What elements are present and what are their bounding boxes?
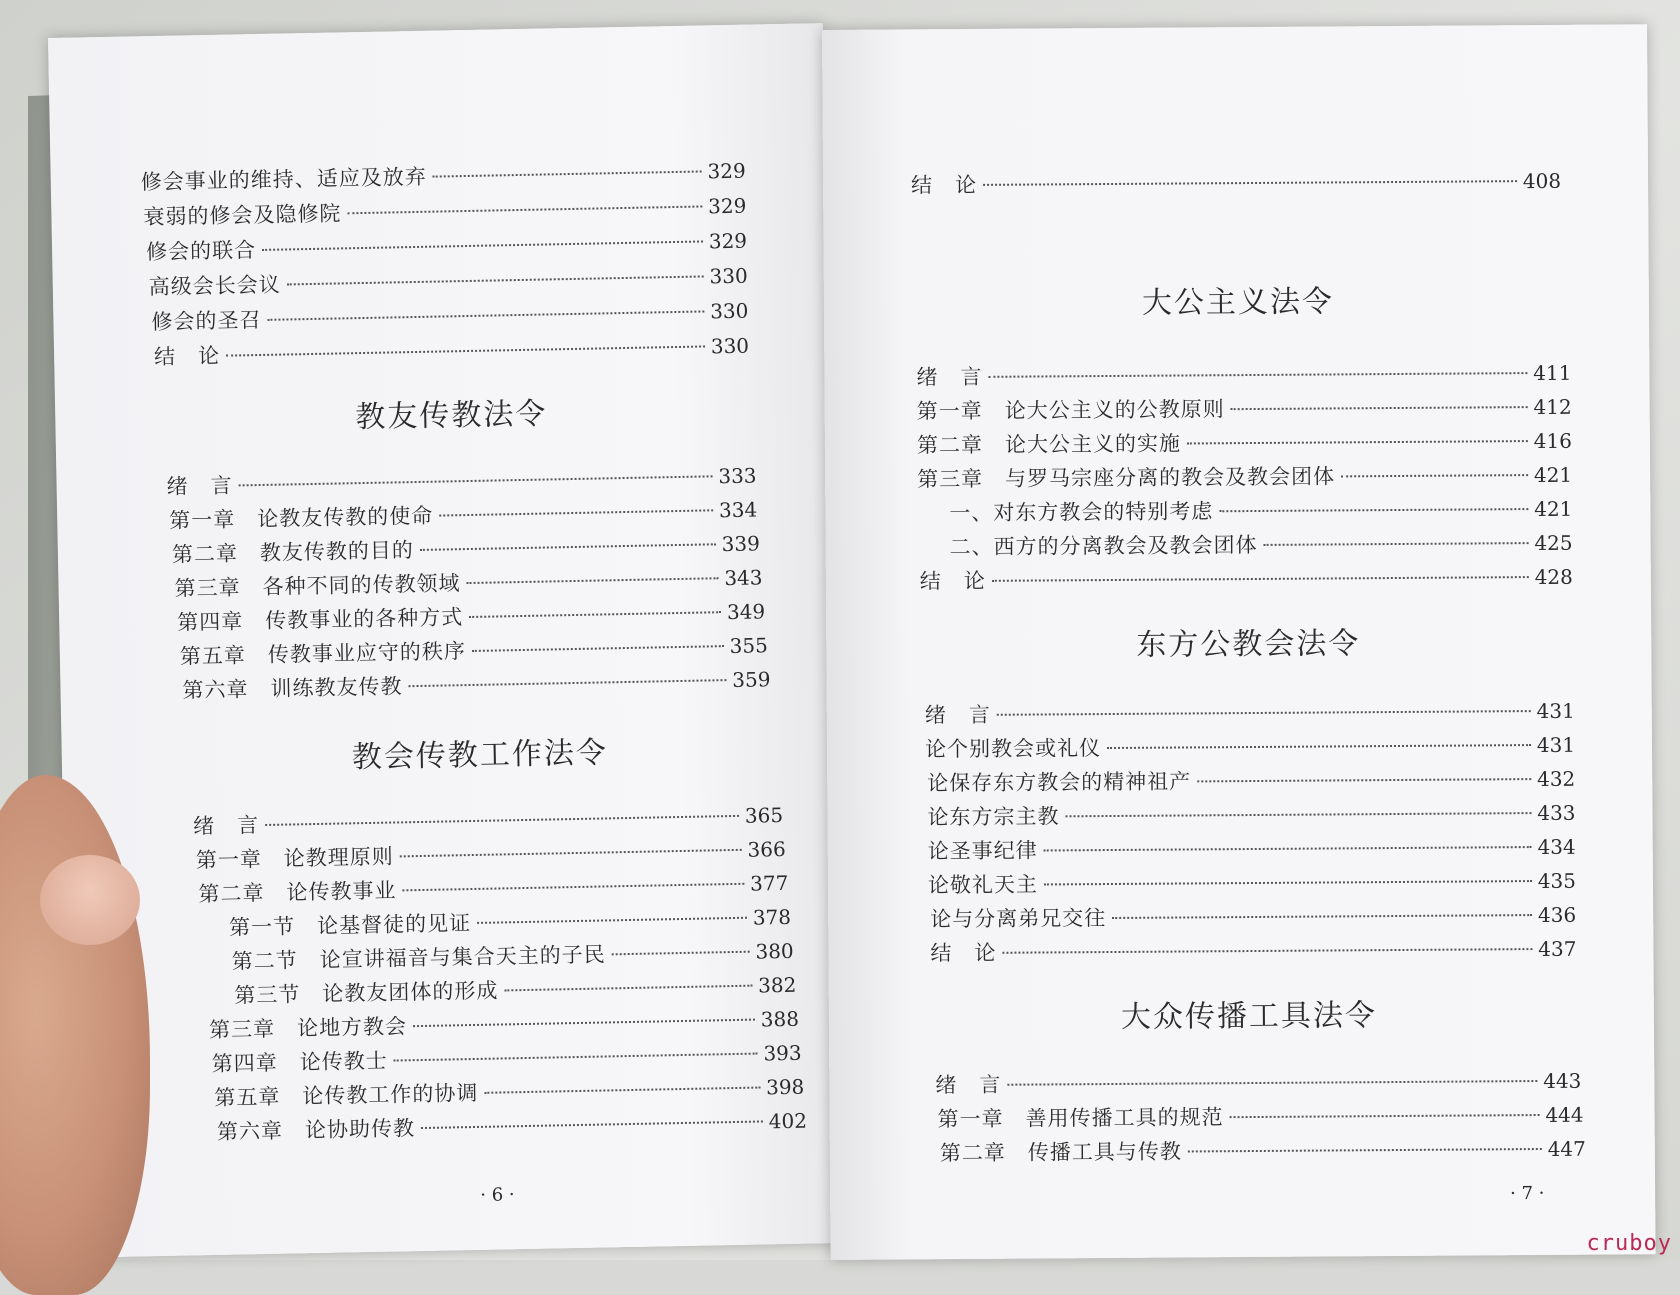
toc-entry: 论个别教会或礼仪 431	[924, 732, 1576, 762]
toc-entry: 二、西方的分离教会及教会团体 425	[949, 530, 1573, 560]
toc-entry: 修会的联合 329	[145, 228, 748, 265]
toc-entry: 第三章 各种不同的传教领域 343	[174, 565, 763, 601]
toc-entry: 结 论 437	[930, 936, 1577, 966]
section-heading: 教会传教工作法令	[351, 735, 609, 776]
toc-entry: 第二章 教友传教的目的 339	[171, 531, 761, 567]
toc-entry: 一、对东方教会的特别考虑 421	[949, 496, 1573, 526]
toc-entry: 第五章 论传教工作的协调 398	[214, 1074, 805, 1110]
toc-entry: 论保存东方教会的精神祖产 432	[927, 766, 1576, 796]
page-number: · 6 ·	[480, 1184, 515, 1206]
toc-entry: 结 论 428	[919, 564, 1573, 594]
toc-entry: 第三章 论地方教会 388	[208, 1006, 800, 1043]
toc-entry: 第一章 论教友传教的使命 334	[169, 497, 758, 533]
toc-entry: 高级会长会议 330	[148, 263, 748, 300]
left-page	[48, 23, 846, 1258]
toc-entry: 绪 言 443	[935, 1068, 1582, 1098]
toc-entry: 衰弱的修会及隐修院 329	[143, 193, 747, 230]
watermark-text: cruboy	[1586, 1231, 1672, 1256]
right-page	[822, 24, 1656, 1260]
toc-entry: 修会的圣召 330	[151, 298, 749, 335]
toc-entry: 第四章 论传教士 393	[211, 1040, 802, 1077]
section-heading: 大公主义法令	[1141, 284, 1335, 321]
toc-entry: 论敬礼天主 435	[927, 868, 1577, 898]
toc-entry: 第六章 论协助传教 402	[216, 1108, 808, 1144]
toc-entry: 第一章 论大公主义的公教原则 412	[916, 394, 1572, 424]
toc-entry: 第四章 传教事业的各种方式 349	[177, 599, 766, 635]
section-heading: 教友传教法令	[355, 396, 548, 436]
toc-entry: 绪 言 411	[916, 360, 1572, 390]
toc-entry: 第五章 传教事业应守的秩序 355	[179, 633, 769, 669]
toc-entry: 第一节 论基督徒的见证 378	[228, 904, 792, 940]
toc-entry: 论东方宗主教 433	[927, 800, 1576, 830]
toc-entry: 论圣事纪律 434	[927, 834, 1576, 864]
page-number: · 7 ·	[1510, 1182, 1545, 1205]
thumbnail	[40, 855, 140, 945]
toc-entry: 绪 言 365	[192, 803, 784, 839]
toc-entry: 绪 言 431	[924, 698, 1575, 728]
toc-entry: 修会事业的维持、适应及放弃 329	[140, 158, 746, 195]
toc-entry: 第二章 论传教事业 377	[198, 870, 789, 907]
section-heading: 东方公教会法令	[1136, 626, 1361, 663]
toc-entry: 结 论 408	[911, 168, 1562, 198]
toc-entry: 第六章 训练教友传教 359	[182, 667, 771, 703]
toc-entry: 结 论 330	[153, 333, 750, 370]
toc-entry: 第二章 传播工具与传教 447	[939, 1136, 1586, 1166]
toc-entry: 绪 言 333	[166, 463, 757, 499]
toc-entry: 第一章 善用传播工具的规范 444	[937, 1102, 1584, 1132]
toc-entry: 第一章 论教理原则 366	[195, 836, 786, 873]
toc-entry: 第三节 论教友团体的形成 382	[234, 972, 797, 1008]
toc-entry: 论与分离弟兄交往 436	[930, 902, 1577, 932]
toc-entry: 第二节 论宣讲福音与集合天主的子民 380	[231, 938, 794, 974]
toc-entry: 第二章 论大公主义的实施 416	[916, 428, 1572, 458]
section-heading: 大众传播工具法令	[1120, 998, 1378, 1035]
toc-entry: 第三章 与罗马宗座分离的教会及教会团体 421	[917, 462, 1573, 492]
